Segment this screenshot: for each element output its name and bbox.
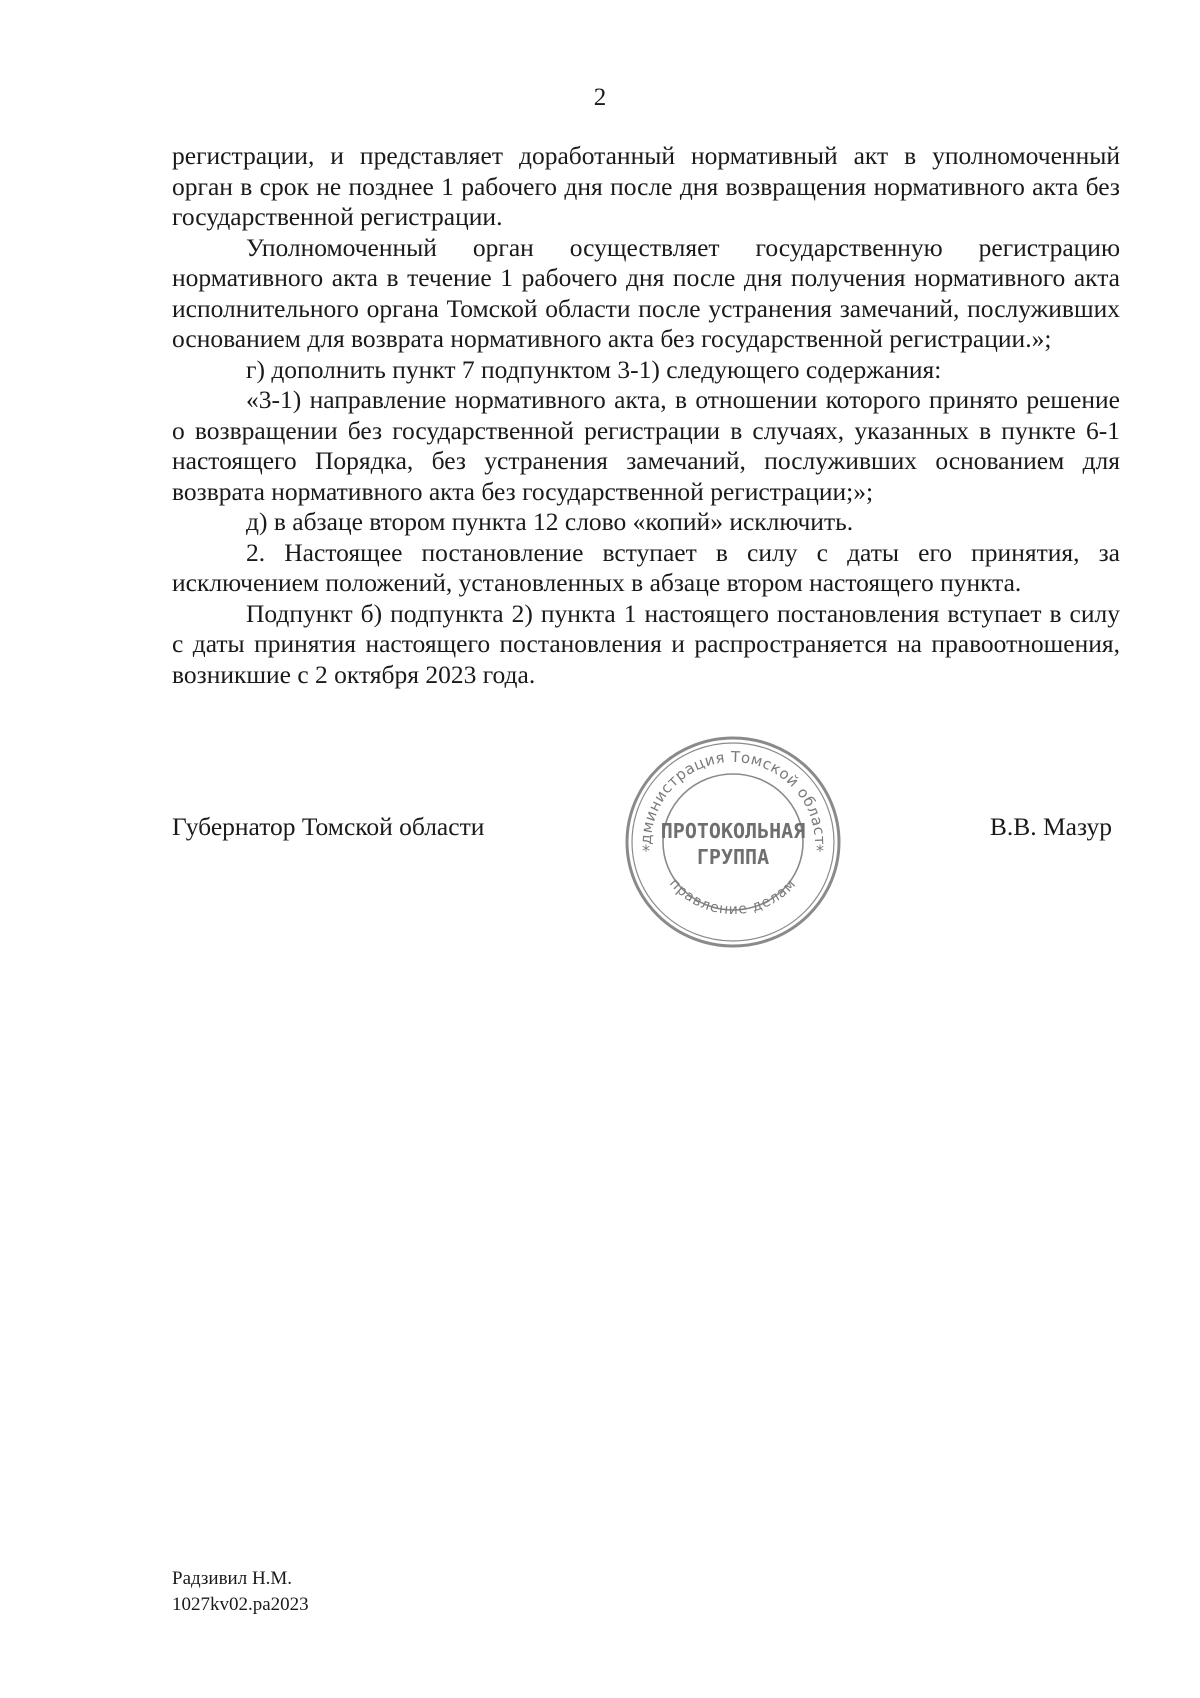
signatory-position: Губернатор Томской области — [172, 812, 485, 841]
paragraph-continuation: регистрации, и представляет доработанный нормативный акт в уполномоченный орган в срок не позднее 1 рабочего дня после дня возвращения нормативного акта без государственной регистрации. — [172, 141, 1120, 231]
stamp-star-left: * — [642, 841, 650, 860]
stamp-star-right: * — [816, 841, 824, 860]
page-number: 2 — [593, 84, 607, 111]
signatory-name: В.В. Мазур — [989, 812, 1112, 841]
paragraph-subpoint-3-1: «3-1) направление нормативного акта, в отношении которого принято решение о возвращении без государственной регистрации в случаях, указанных в пункте 6-1 настоящего Порядка, без устранения замечаний, послуживших основанием для возврата нормативного акта без государственной регистрации;»; — [172, 385, 1120, 506]
executor-name: Радзивил Н.М. — [172, 1568, 293, 1589]
paragraph-retroactive: Подпункт б) подпункта 2) пункта 1 настоящего постановления вступает в силу с даты принятия настоящего постановления и распространяется на правоотношения, возникшие с 2 октября 2023 года. — [172, 598, 1120, 689]
paragraph-registration-term: Уполномоченный орган осуществляет государственную регистрацию нормативного акта в течение 1 рабочего дня после дня получения нормативного акта исполнительного органа Томской области после устранения замечаний, послуживших основанием для возврата нормативного акта без государственной регистрации.»; — [172, 232, 1120, 353]
official-stamp — [620, 732, 846, 952]
stamp-center-line-1: ПРОТОКОЛЬНАЯ — [660, 819, 806, 843]
executor-info — [172, 1566, 309, 1618]
document-body — [172, 141, 1120, 690]
stamp-outer-text: дминистрация Томской област — [636, 747, 830, 846]
paragraph-amendment-g: г) дополнить пункт 7 подпунктом 3-1) следующего содержания: — [246, 354, 942, 384]
paragraph-amendment-d: д) в абзаце втором пункта 12 слово «копий» исключить. — [246, 507, 854, 536]
executor-file-code: 1027kv02.pa2023 — [172, 1594, 309, 1615]
stamp-center-line-2: ГРУППА — [696, 845, 770, 869]
stamp-bottom-text: правление делам — [666, 875, 800, 919]
stamp-graphic — [620, 732, 846, 952]
paragraph-effective-date: 2. Настоящее постановление вступает в силу с даты его принятия, за исключением положений, установленных в абзаце втором настоящего пункта. — [172, 537, 1120, 597]
